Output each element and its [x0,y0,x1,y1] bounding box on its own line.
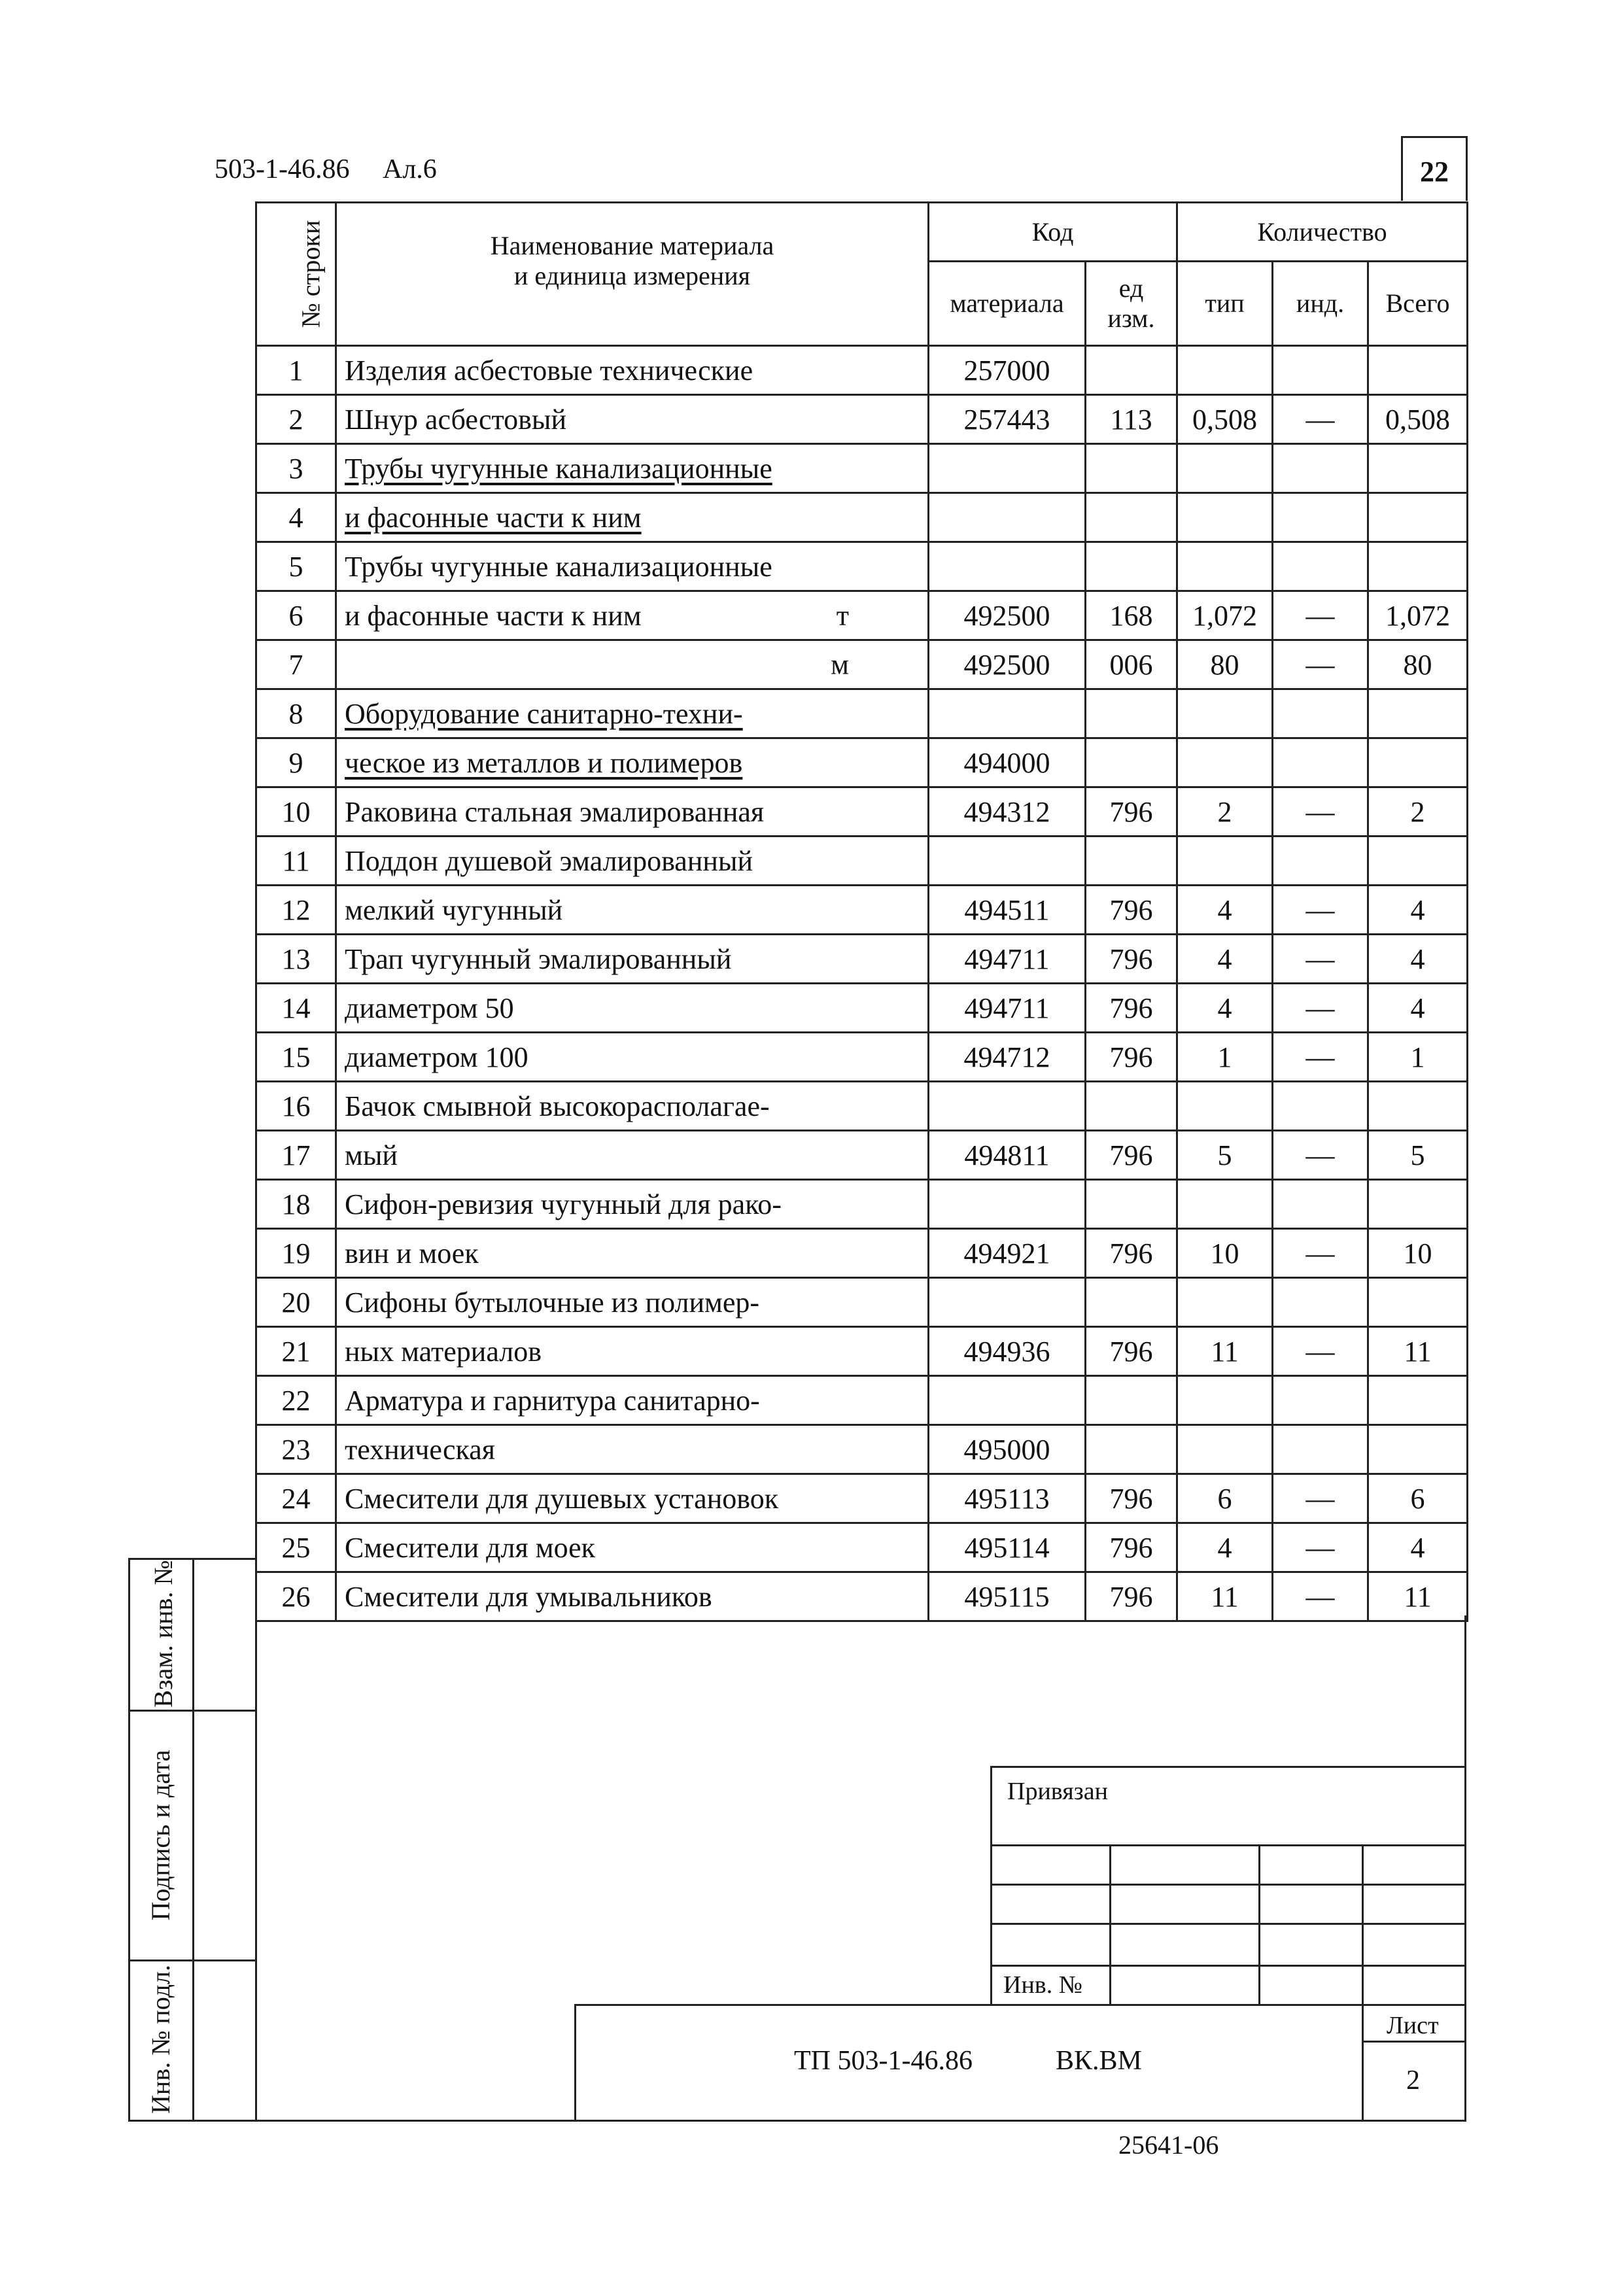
binding-line-4 [990,1965,1466,1967]
unit-code-cell: 796 [1086,1474,1177,1523]
material-name-cell [336,935,929,984]
page-number-box [1401,136,1468,201]
table-row [256,1180,1468,1229]
total-qty-cell: 80 [1368,640,1468,689]
orig-inv-label: Инв. № подл. [146,1965,175,2114]
material-name: Трап чугунный эмалированный [345,942,732,975]
replace-inv-label: Взам. инв. № [148,1560,178,1708]
material-code-cell: 257000 [929,346,1086,395]
material-name: Бачок смывной высокорасполагае- [345,1090,770,1122]
unit-code-cell: 796 [1086,984,1177,1033]
material-name: Шнур асбестовый [345,403,567,436]
ind-qty-cell [1273,444,1368,493]
sign-date-label: Подпись и дата [146,1750,175,1921]
material-name-cell [336,493,929,542]
material-name-cell [336,1180,929,1229]
row-number-cell: 8 [256,689,336,738]
material-code-cell: 494936 [929,1327,1086,1376]
material-code-cell: 492500 [929,591,1086,640]
sheet-cell-mid-line [1362,2041,1466,2043]
title-block-top-line [574,2004,1466,2006]
ind-qty-cell: — [1273,1327,1368,1376]
material-name-cell [336,640,929,689]
material-name-cell [336,689,929,738]
frame-left-line [255,1615,257,2122]
type-qty-cell: 0,508 [1177,395,1273,444]
binding-line-2 [990,1884,1466,1886]
total-qty-cell: 11 [1368,1572,1468,1621]
type-qty-cell [1177,1278,1273,1327]
total-qty-cell: 10 [1368,1229,1468,1278]
measure-unit: т [836,599,849,632]
ind-qty-cell: — [1273,886,1368,935]
material-code-cell: 494921 [929,1229,1086,1278]
table-row [256,591,1468,640]
material-code-cell [929,444,1086,493]
row-number-cell: 20 [256,1278,336,1327]
material-code-cell: 494712 [929,1033,1086,1082]
table-row [256,984,1468,1033]
row-number-label: № строки [296,220,326,328]
material-name-cell [336,886,929,935]
material-name: ных материалов [345,1335,542,1368]
material-name-cell [336,984,929,1033]
table-row [256,886,1468,935]
unit-code-cell: 796 [1086,1131,1177,1180]
unit-code-cell [1086,1180,1177,1229]
material-name: Смесители для умывальников [345,1580,712,1613]
unit-code-cell [1086,1278,1177,1327]
unit-code-cell [1086,542,1177,591]
material-name-cell [336,1082,929,1131]
material-name: и фасонные части к ним [345,599,642,632]
binding-vline-2 [1258,1844,1260,2005]
material-name: Сифоны бутылочные из полимер- [345,1286,760,1319]
ind-qty-cell [1273,346,1368,395]
table-row [256,689,1468,738]
material-name: диаметром 100 [345,1041,528,1073]
unit-code-cell: 796 [1086,787,1177,837]
table-row [256,1425,1468,1474]
total-qty-cell: 4 [1368,886,1468,935]
unit-header-line1: ед [1118,273,1144,303]
material-name: Трубы чугунные канализационные [345,550,772,583]
ind-qty-cell [1273,738,1368,787]
binding-line-1 [990,1844,1466,1846]
type-qty-cell [1177,346,1273,395]
material-name-cell [336,1523,929,1572]
type-qty-cell: 4 [1177,886,1273,935]
material-name-cell [336,1474,929,1523]
total-qty-cell [1368,1376,1468,1425]
material-code-cell: 495000 [929,1425,1086,1474]
material-code-cell: 495114 [929,1523,1086,1572]
material-code-cell [929,689,1086,738]
ind-qty-cell: — [1273,640,1368,689]
type-qty-cell [1177,444,1273,493]
ind-qty-cell: — [1273,1572,1368,1621]
material-name: и фасонные части к ним [345,501,642,534]
total-qty-cell [1368,1082,1468,1131]
total-qty-cell: 5 [1368,1131,1468,1180]
material-name-cell [336,1327,929,1376]
row-number-cell: 13 [256,935,336,984]
table-row [256,738,1468,787]
row-number-cell: 12 [256,886,336,935]
material-name: Арматура и гарнитура санитарно- [345,1384,760,1417]
unit-code-cell: 113 [1086,395,1177,444]
type-qty-cell: 6 [1177,1474,1273,1523]
row-number-cell: 5 [256,542,336,591]
side-stamp-left-line [128,1558,130,2122]
binding-vline-1 [1109,1844,1111,2005]
row-number-cell: 18 [256,1180,336,1229]
material-code-cell: 494511 [929,886,1086,935]
material-name-cell [336,542,929,591]
total-qty-cell [1368,1180,1468,1229]
material-name-cell [336,1278,929,1327]
header-row-number [256,203,336,346]
row-number-cell: 2 [256,395,336,444]
unit-code-cell [1086,444,1177,493]
unit-code-cell [1086,346,1177,395]
total-qty-cell [1368,1425,1468,1474]
row-number-cell: 6 [256,591,336,640]
binding-line-3 [990,1923,1466,1925]
table-row [256,935,1468,984]
material-code-cell: 494711 [929,984,1086,1033]
header-code-group: Код [929,203,1177,262]
name-header-line2: и единица измерения [513,261,751,290]
material-name: Смесители для моек [345,1531,596,1564]
material-name: Смесители для душевых установок [345,1482,779,1515]
material-name-cell [336,444,929,493]
row-number-cell: 23 [256,1425,336,1474]
table-row [256,493,1468,542]
ind-qty-cell [1273,542,1368,591]
doc-code: 503-1-46.86 [215,154,350,184]
ind-qty-cell: — [1273,395,1368,444]
total-qty-cell: 4 [1368,984,1468,1033]
ind-qty-cell: — [1273,787,1368,837]
material-name: Оборудование санитарно-техни- [345,697,743,730]
ind-qty-cell: — [1273,1033,1368,1082]
title-mark: ВК.ВМ [1056,2046,1142,2076]
unit-code-cell: 796 [1086,1327,1177,1376]
material-name-cell [336,591,929,640]
row-number-cell: 15 [256,1033,336,1082]
total-qty-cell [1368,689,1468,738]
ind-qty-cell: — [1273,935,1368,984]
unit-code-cell: 168 [1086,591,1177,640]
frame-bottom-line [255,2120,1466,2122]
material-name-cell [336,837,929,886]
table-row [256,787,1468,837]
total-qty-cell: 11 [1368,1327,1468,1376]
type-qty-cell: 4 [1177,935,1273,984]
ind-qty-cell [1273,1425,1368,1474]
material-code-cell: 495115 [929,1572,1086,1621]
total-qty-cell: 1 [1368,1033,1468,1082]
material-name: Поддон душевой эмалированный [345,844,753,877]
type-qty-cell: 2 [1177,787,1273,837]
unit-code-cell [1086,1376,1177,1425]
unit-code-cell [1086,1425,1177,1474]
material-code-cell: 494711 [929,935,1086,984]
frame-right-line [1464,1615,1466,2122]
ind-qty-cell [1273,689,1368,738]
sheet-cell-left-line [1362,2004,1364,2122]
type-qty-cell [1177,1180,1273,1229]
type-qty-cell: 1 [1177,1033,1273,1082]
ind-qty-cell [1273,1376,1368,1425]
material-code-cell: 492500 [929,640,1086,689]
type-qty-cell [1177,542,1273,591]
binding-vline-3 [1362,1844,1364,2005]
table-row [256,444,1468,493]
table-row [256,1327,1468,1376]
unit-code-cell [1086,837,1177,886]
material-name-cell [336,1033,929,1082]
side-stamp-mid-line [192,1558,194,2122]
total-qty-cell [1368,493,1468,542]
archive-number: 25641-06 [1118,2130,1219,2160]
table-row [256,1131,1468,1180]
type-qty-cell [1177,689,1273,738]
type-qty-cell: 10 [1177,1229,1273,1278]
unit-code-cell: 796 [1086,935,1177,984]
unit-code-cell [1086,1082,1177,1131]
total-qty-cell: 0,508 [1368,395,1468,444]
row-number-cell: 7 [256,640,336,689]
ind-qty-cell: — [1273,1229,1368,1278]
unit-code-cell: 006 [1086,640,1177,689]
material-code-cell [929,1278,1086,1327]
material-code-cell: 494811 [929,1131,1086,1180]
material-code-cell [929,542,1086,591]
row-number-cell: 25 [256,1523,336,1572]
material-name: техническая [345,1433,496,1466]
table-row [256,542,1468,591]
material-name: Трубы чугунные канализационные [345,452,772,485]
ind-qty-cell: — [1273,1474,1368,1523]
material-name-cell [336,395,929,444]
material-code-cell [929,837,1086,886]
row-number-cell: 26 [256,1572,336,1621]
side-stamp-divider-1 [128,1710,255,1712]
type-qty-cell [1177,1425,1273,1474]
row-number-cell: 10 [256,787,336,837]
header-individual: инд. [1273,262,1368,346]
header-total: Всего [1368,262,1468,346]
material-code-cell [929,1376,1086,1425]
material-name: Раковина стальная эмалированная [345,795,765,828]
sheet-label: Лист [1387,2012,1439,2039]
row-number-cell: 3 [256,444,336,493]
table-row [256,837,1468,886]
table-row [256,1474,1468,1523]
unit-header-line2: изм. [1107,303,1155,334]
row-number-cell: 14 [256,984,336,1033]
side-stamp-top-line [128,1558,255,1560]
row-number-cell: 24 [256,1474,336,1523]
material-code-cell [929,493,1086,542]
row-number-cell: 11 [256,837,336,886]
type-qty-cell: 11 [1177,1327,1273,1376]
type-qty-cell: 5 [1177,1131,1273,1180]
row-number-cell: 19 [256,1229,336,1278]
unit-code-cell: 796 [1086,886,1177,935]
material-name-cell [336,1376,929,1425]
type-qty-cell: 1,072 [1177,591,1273,640]
material-name-cell [336,346,929,395]
total-qty-cell [1368,738,1468,787]
row-number-cell: 16 [256,1082,336,1131]
material-name: Изделия асбестовые технические [345,354,753,387]
ind-qty-cell [1273,1278,1368,1327]
binding-top-line [990,1766,1466,1768]
row-number-cell: 1 [256,346,336,395]
unit-code-cell: 796 [1086,1572,1177,1621]
total-qty-cell: 1,072 [1368,591,1468,640]
table-row [256,1523,1468,1572]
row-number-cell: 9 [256,738,336,787]
header-type: тип [1177,262,1273,346]
header-unit-code [1086,262,1177,346]
table-row [256,640,1468,689]
material-name-cell [336,1572,929,1621]
table-row [256,395,1468,444]
binding-attached-label: Привязан [1007,1778,1108,1805]
material-name: Сифон-ревизия чугунный для рако- [345,1188,782,1220]
material-name-cell [336,1131,929,1180]
materials-table [255,201,1468,1622]
material-code-cell [929,1180,1086,1229]
type-qty-cell: 80 [1177,640,1273,689]
type-qty-cell: 11 [1177,1572,1273,1621]
header-material-name [336,203,929,346]
table-row [256,1278,1468,1327]
row-number-cell: 17 [256,1131,336,1180]
table-row [256,1082,1468,1131]
name-header-line1: Наименование материала [490,231,774,260]
album-label: Ал.6 [383,154,437,184]
material-name-cell [336,1425,929,1474]
table-row [256,1229,1468,1278]
table-row [256,346,1468,395]
type-qty-cell [1177,738,1273,787]
material-code-cell: 257443 [929,395,1086,444]
type-qty-cell [1177,493,1273,542]
row-number-cell: 21 [256,1327,336,1376]
total-qty-cell: 6 [1368,1474,1468,1523]
material-name: мый [345,1139,398,1171]
material-name: мелкий чугунный [345,893,563,926]
material-name-cell [336,1229,929,1278]
type-qty-cell [1177,1082,1273,1131]
header-material-code: материала [929,262,1086,346]
material-name: ческое из металлов и полимеров [345,746,743,779]
material-code-cell: 494312 [929,787,1086,837]
header-quantity-group: Количество [1177,203,1468,262]
table-row [256,1033,1468,1082]
total-qty-cell [1368,444,1468,493]
title-block-left-line [574,2004,576,2122]
total-qty-cell: 4 [1368,935,1468,984]
unit-code-cell: 796 [1086,1229,1177,1278]
material-name: вин и моек [345,1237,479,1269]
page-number: 22 [1420,156,1449,188]
total-qty-cell: 2 [1368,787,1468,837]
type-qty-cell [1177,837,1273,886]
total-qty-cell [1368,542,1468,591]
title-doc-code: ТП 503-1-46.86 [794,2046,973,2076]
total-qty-cell [1368,837,1468,886]
measure-unit: м [831,648,849,681]
ind-qty-cell [1273,1082,1368,1131]
total-qty-cell [1368,1278,1468,1327]
total-qty-cell: 4 [1368,1523,1468,1572]
material-code-cell: 495113 [929,1474,1086,1523]
type-qty-cell [1177,1376,1273,1425]
unit-code-cell [1086,689,1177,738]
unit-code-cell: 796 [1086,1523,1177,1572]
ind-qty-cell: — [1273,1131,1368,1180]
ind-qty-cell: — [1273,984,1368,1033]
type-qty-cell: 4 [1177,1523,1273,1572]
type-qty-cell: 4 [1177,984,1273,1033]
material-name-cell [336,787,929,837]
binding-inv-label: Инв. № [1003,1971,1082,1999]
sheet-number: 2 [1406,2065,1420,2096]
ind-qty-cell [1273,493,1368,542]
total-qty-cell [1368,346,1468,395]
table-row [256,1572,1468,1621]
row-number-cell: 4 [256,493,336,542]
unit-code-cell [1086,738,1177,787]
unit-code-cell: 796 [1086,1033,1177,1082]
material-code-cell [929,1082,1086,1131]
ind-qty-cell [1273,1180,1368,1229]
material-code-cell: 494000 [929,738,1086,787]
binding-left-line [990,1766,992,2005]
material-name: диаметром 50 [345,992,514,1024]
ind-qty-cell: — [1273,591,1368,640]
ind-qty-cell: — [1273,1523,1368,1572]
unit-code-cell [1086,493,1177,542]
table-row [256,1376,1468,1425]
ind-qty-cell [1273,837,1368,886]
row-number-cell: 22 [256,1376,336,1425]
material-name-cell [336,738,929,787]
